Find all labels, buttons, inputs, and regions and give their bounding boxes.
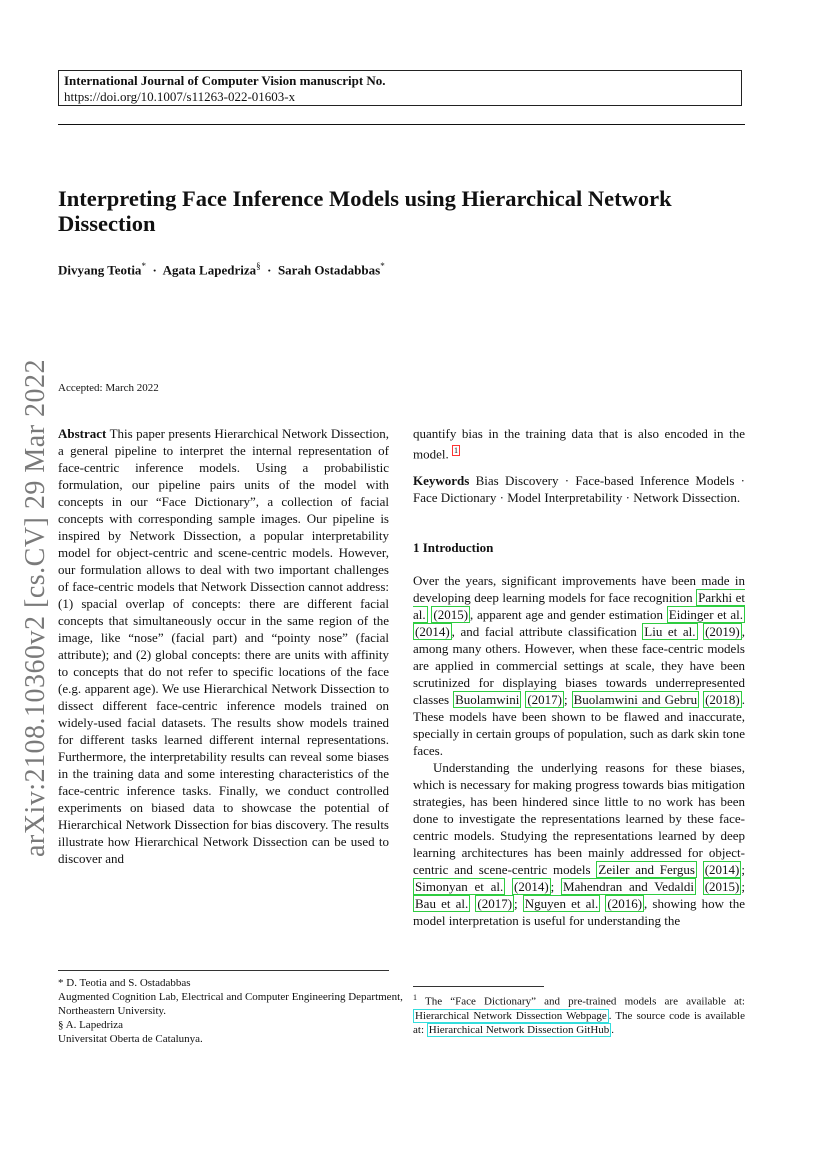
footnote-affiliation2: Universitat Oberta de Catalunya. xyxy=(58,1033,203,1045)
abstract-continuation xyxy=(413,425,745,462)
footnote-text: . The source code is available at: xyxy=(413,1009,745,1036)
author-separator: · xyxy=(267,262,272,278)
footnote-affiliation: Augmented Cognition Lab, Electrical and Computer Engineering Department, Northeastern University. xyxy=(58,991,403,1017)
body-text: , and facial attribute classification xyxy=(451,624,643,640)
body-text xyxy=(697,862,703,877)
author-name: Agata Lapedriza xyxy=(162,262,257,278)
body-text xyxy=(505,879,512,894)
footnote-rule xyxy=(413,986,544,987)
body-text: . These models have been shown to be flawed and inaccurate, specially in certain groups of population, such as dark skin tone faces. xyxy=(413,692,745,759)
citation-link[interactable]: Buolamwini and Gebru xyxy=(573,692,698,708)
right-column xyxy=(413,425,745,929)
keywords-text: Bias Discovery · Face-based Inference Models · Face Dictionary · Model Interpretability · Network Dissection. xyxy=(413,473,746,506)
citation-link[interactable]: Mahendran and Vedaldi xyxy=(563,879,694,895)
citation-link[interactable]: (2018) xyxy=(705,692,740,708)
body-text: ; xyxy=(741,862,746,878)
body-text: ; xyxy=(564,692,572,708)
body-text: , apparent age and gender estimation xyxy=(470,607,667,623)
citation-link[interactable]: Zeiler and Fergus xyxy=(598,862,695,878)
citation-link[interactable]: (2017) xyxy=(527,692,563,708)
body-text xyxy=(696,879,703,894)
citation-link[interactable]: Liu et al. xyxy=(644,624,696,640)
body-text: ; xyxy=(514,896,523,912)
citation-link[interactable]: Nguyen et al. xyxy=(524,896,599,912)
citation-link[interactable]: (2014) xyxy=(704,862,740,878)
body-text: ; xyxy=(741,879,745,895)
github-link[interactable]: Hierarchical Network Dissection GitHub xyxy=(428,1023,610,1036)
body-text: Understanding the underlying reasons for these biases, which is necessary for making progress towards bias mitigation strategies, has been hindered since little to no work has been done to investigate the representations learned by these face-centric models. Studying the representations learned by deep learning architectures has been mainly addressed for object-centric and scene-centric models xyxy=(413,760,745,878)
citation-link[interactable]: (2014) xyxy=(415,624,450,640)
abstract-continuation-text: quantify bias in the training data that is also encoded in the model. xyxy=(413,426,745,462)
footnote-author2: § A. Lapedriza xyxy=(58,1019,124,1031)
footnote-number: 1 xyxy=(413,993,417,1002)
citation-link[interactable]: Parkhi et al. xyxy=(413,590,746,623)
paper-title: Interpreting Face Inference Models using Hierarchical Network Dissection xyxy=(58,186,672,236)
intro-paragraph-2 xyxy=(413,759,745,929)
citation-link[interactable]: (2014) xyxy=(513,879,549,895)
author-mark: § xyxy=(256,261,261,271)
author-mark: * xyxy=(380,261,385,271)
journal-header xyxy=(58,70,742,106)
author-list xyxy=(58,261,385,278)
citation-link[interactable]: (2019) xyxy=(705,624,740,640)
section-heading: 1 Introduction xyxy=(413,540,494,556)
abstract-label: Abstract xyxy=(58,426,107,441)
abstract-text: This paper presents Hierarchical Network Dissection, a general pipeline to interpret the internal representation of face-centric inference models. Using a probabilistic formulation, our pipeline pairs units of the model with concepts in our “Face Dictionary”, a collection of facial concepts with corresponding sample images. Our pipeline is inspired by Network Dissection, a popular interpretability model for object-centric and scene-centric models. However, our formulation allows to deal with two important challenges of face-centric models that Network Dissection cannot address: (1) spacial overlap of concepts: there are different facial concepts that simultaneously occur in the same region of the image, like “nose” (facial part) and “pointy nose” (facial attribute); and (2) global concepts: there are units with affinity to concepts that do not refer to specific locations of the face (e.g. apparent age). We use Hierarchical Network Dissection to dissect different face-centric inference models trained on widely-used facial datasets. The results show models trained for different tasks learned different internal representations. Furthermore, the interpretability results can reveal some biases in the training data and some interesting characteristics of the face-centric inference tasks. Finally, we conduct controlled experiments on biased data to showcase the potential of Hierarchical Network Dissection for bias discovery. The results illustrate how Hierarchical Network Dissection can be used to discover and xyxy=(58,426,389,866)
journal-name: International Journal of Computer Vision manuscript No. xyxy=(64,73,386,88)
arxiv-stamp-text: arXiv:2108.10360v2 [cs.CV] 29 Mar 2022 xyxy=(20,358,51,858)
footnote-link[interactable]: 1 xyxy=(454,446,458,455)
citation-link[interactable]: (2015) xyxy=(433,607,469,623)
webpage-link[interactable]: Hierarchical Network Dissection Webpage xyxy=(415,1009,607,1022)
body-text: ; xyxy=(550,879,562,895)
accepted-date: Accepted: March 2022 xyxy=(58,382,159,394)
author-name: Divyang Teotia xyxy=(58,262,142,278)
keywords-label: Keywords xyxy=(413,473,470,489)
footnote-1 xyxy=(413,991,745,1037)
abstract-section xyxy=(58,425,389,867)
citation-link[interactable]: Buolamwini xyxy=(455,692,520,708)
citation-link[interactable]: (2016) xyxy=(607,896,643,912)
author-mark: * xyxy=(141,261,146,271)
keywords-block xyxy=(413,472,745,506)
doi-link[interactable]: https://doi.org/10.1007/s11263-022-01603-x xyxy=(64,89,296,104)
citation-link[interactable]: (2017) xyxy=(477,896,513,912)
footnote-rule xyxy=(58,970,389,971)
body-text: Over the years, significant improvements have been made in developing deep learning models for face recognition xyxy=(413,573,745,606)
citation-link[interactable]: Simonyan et al. xyxy=(415,879,504,895)
citation-link[interactable]: Eidinger et al. xyxy=(668,607,744,623)
footnote-text: . xyxy=(611,1023,615,1036)
citation-link[interactable]: (2015) xyxy=(704,879,740,895)
author-name: Sarah Ostadabbas xyxy=(277,262,381,278)
footnotes-left xyxy=(58,976,403,1046)
body-text: , among many others. However, when these face-centric models are applied in commercial settings at scale, they have been scrutinized for displaying biases towards underrepresented classes xyxy=(413,624,745,708)
intro-paragraph-1 xyxy=(413,572,745,759)
footnote-text: The “Face Dictionary” and pre-trained models are available at: xyxy=(424,995,745,1008)
header-rule xyxy=(58,124,745,125)
author-separator: · xyxy=(152,262,157,278)
body-text: , showing how the model interpretation is useful for understanding the xyxy=(413,896,745,929)
citation-link[interactable]: Bau et al. xyxy=(415,896,469,912)
footnote-authors: * D. Teotia and S. Ostadabbas xyxy=(58,977,191,989)
